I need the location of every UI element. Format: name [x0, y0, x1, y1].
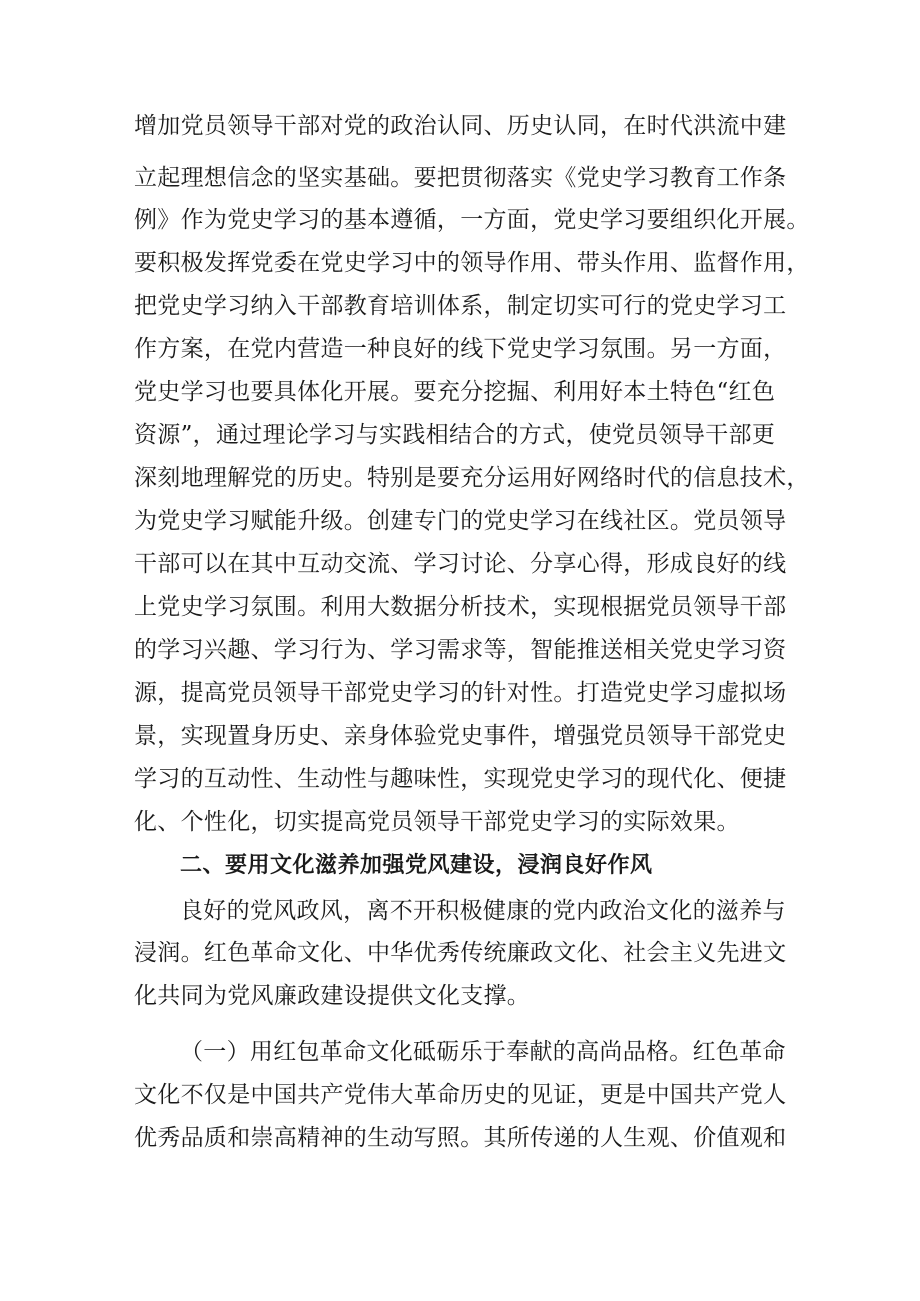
text-line: 优秀品质和崇高精神的生动写照。其所传递的人生观、价值观和	[134, 1125, 787, 1151]
text-line: 资源”，通过理论学习与实践相结合的方式，使党员领导干部更	[134, 422, 776, 448]
text-line: 为党史学习赋能升级。创建专门的党史学习在线社区。党员领导	[134, 508, 787, 534]
text-line: 把党史学习纳入干部教育培训体系，制定切实可行的党史学习工	[134, 293, 787, 319]
text-line: 上党史学习氛围。利用大数据分析技术，实现根据党员领导干部	[134, 594, 787, 620]
text-line: 浸润。红色革命文化、中华优秀传统廉政文化、社会主义先进文	[134, 940, 787, 966]
text-line: 化、个性化，切实提高党员领导干部党史学习的实际效果。	[134, 809, 740, 835]
text-line: 化共同为党风廉政建设提供文化支撑。	[134, 983, 531, 1009]
text-line: 源，提高党员领导干部党史学习的针对性。打造党史学习虚拟场	[134, 680, 787, 706]
text-line: 立起理想信念的坚实基础。要把贯彻落实《党史学习教育工作条	[134, 165, 787, 191]
text-line: 的学习兴趣、学习行为、学习需求等，智能推送相关党史学习资	[134, 637, 787, 663]
text-line: 景，实现置身历史、亲身体验党史事件，增强党员领导干部党史	[134, 723, 787, 749]
text-line: 例》作为党史学习的基本遵循，一方面，党史学习要组织化开展。	[134, 207, 810, 233]
text-line: 文化不仅是中国共产党伟大革命历史的见证，更是中国共产党人	[134, 1082, 787, 1108]
text-line: 党史学习也要具体化开展。要充分挖掘、利用好本土特色“红色	[134, 379, 776, 405]
text-line: 深刻地理解党的历史。特别是要充分运用好网络时代的信息技术，	[134, 465, 810, 491]
text-line: （一）用红包革命文化砥砺乐于奉献的高尚品格。红色革命	[180, 1039, 786, 1065]
text-line: 良好的党风政风，离不开积极健康的党内政治文化的滋养与	[180, 898, 786, 924]
text-line: 学习的互动性、生动性与趣味性，实现党史学习的现代化、便捷	[134, 766, 787, 792]
text-line: 干部可以在其中互动交流、学习讨论、分享心得，形成良好的线	[134, 551, 787, 577]
text-line: 增加党员领导干部对党的政治认同、历史认同，在时代洪流中建	[134, 113, 787, 139]
text-line: 作方案，在党内营造一种良好的线下党史学习氛围。另一方面，	[134, 336, 787, 362]
text-line: 要积极发挥党委在党史学习中的领导作用、带头作用、监督作用，	[134, 250, 810, 276]
section-heading: 二、要用文化滋养加强党风建设，浸润良好作风	[180, 853, 653, 878]
